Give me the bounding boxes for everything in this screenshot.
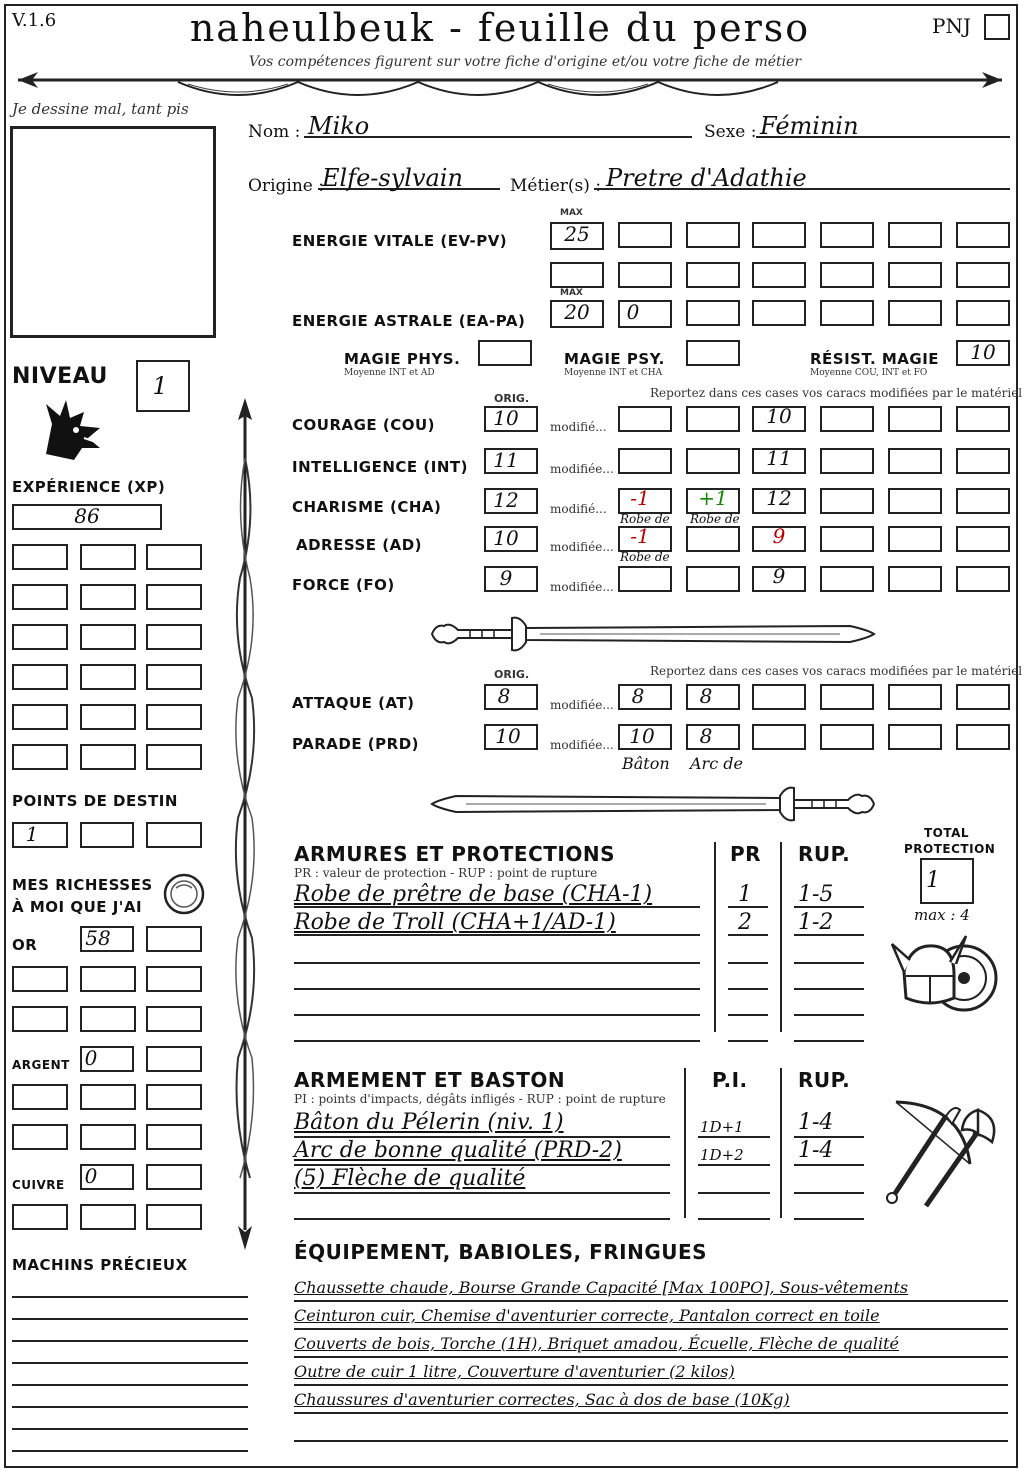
xp-box-2-1[interactable] [12,584,68,610]
equipement-title: ÉQUIPEMENT, BABIOLES, FRINGUES [294,1240,708,1264]
stat-label: COURAGE (COU) [292,416,436,434]
combat-orig-label: ORIG. [494,668,530,681]
parade-mod-value-1: 10 [629,724,655,748]
armure-rup-value: 1-2 [798,910,834,935]
ev-box-1[interactable] [618,222,672,248]
or-box-2[interactable] [146,926,202,952]
armure-pr-line[interactable] [728,1014,768,1016]
stat-mod-value-3: 12 [766,486,792,510]
armure-name-line[interactable] [294,988,700,990]
arme-rup-line[interactable] [794,1192,864,1194]
stat-modif-label: modifié... [550,502,607,516]
ea-max-value: 20 [564,300,590,324]
niveau-label: NIVEAU [12,364,108,389]
ev-box-row2-6[interactable] [888,262,942,288]
armure-rup-line[interactable] [794,1014,864,1016]
stat-mod-box-5[interactable] [888,406,942,432]
parade-label: PARADE (PRD) [292,735,420,753]
magie-phys-sub: Moyenne INT et AD [344,368,435,378]
sheet-title: naheulbeuk - feuille du perso [189,6,811,50]
armure-name-line[interactable] [294,962,700,964]
pnj-checkbox[interactable] [984,14,1010,40]
parade-extra-box-2[interactable] [820,724,874,750]
parade-orig-value: 10 [495,724,521,748]
machins-line[interactable] [12,1384,248,1386]
resist-magie-sub: Moyenne COU, INT et FO [810,368,928,378]
xp-box-2-3[interactable] [146,584,202,610]
or-value: 58 [85,926,111,950]
arme-rup-line[interactable] [794,1164,864,1166]
cuivre-extra-box-1[interactable] [12,1204,68,1230]
stat-mod-box-5[interactable] [888,566,942,592]
stat-mod-box-5[interactable] [888,448,942,474]
magie-psy-sub: Moyenne INT et CHA [564,368,663,378]
attaque-orig-value: 8 [497,684,511,708]
xp-box-5-1[interactable] [12,704,68,730]
argent-label: ARGENT [12,1058,70,1072]
xp-box-3-2[interactable] [80,624,136,650]
total-protection-label-1: TOTAL [924,826,970,840]
max-protection-note: max : 4 [914,906,970,924]
ea-box-5[interactable] [956,300,1010,326]
combat-note-1: Bâton [622,754,670,773]
stat-modif-label: modifiée... [550,462,614,476]
xp-box-5-2[interactable] [80,704,136,730]
ev-box-row2-3[interactable] [686,262,740,288]
equipement-text: Chaussette chaude, Bourse Grande Capacité [Max 100PO], Sous-vêtements [294,1278,909,1297]
or-extra-box-2-2[interactable] [80,1006,136,1032]
arme-pi-value: 1D+1 [700,1118,744,1136]
armures-col-divider-1 [714,842,716,1032]
ev-box-6[interactable] [956,222,1010,248]
attaque-label: ATTAQUE (AT) [292,694,415,712]
niveau-value: 1 [152,372,168,400]
xp-box-1-3[interactable] [146,544,202,570]
sheet-subtitle: Vos compétences figurent sur votre fiche d'origine et/ou votre fiche de métier [248,54,802,70]
parade-extra-box-4[interactable] [956,724,1010,750]
attaque-modif-label: modifiée... [550,698,614,712]
stat-mod-box-4[interactable] [820,406,874,432]
ea-current-value: 0 [626,300,640,324]
arme-name: Arc de bonne qualité (PRD-2) [294,1138,622,1163]
stat-mod-box-2[interactable] [686,526,740,552]
stat-mod-box-2[interactable] [686,566,740,592]
machins-label: MACHINS PRÉCIEUX [12,1256,188,1274]
parade-modif-label: modifiée... [550,738,614,752]
argent-extra-box-2-1[interactable] [12,1124,68,1150]
cuivre-label: CUIVRE [12,1178,65,1192]
ea-label: ENERGIE ASTRALE (EA-PA) [292,312,526,330]
xp-box-2-2[interactable] [80,584,136,610]
armure-pr-line[interactable] [728,1040,768,1042]
armures-pr-header: PR [730,842,762,866]
ev-box-2[interactable] [686,222,740,248]
stat-mod-box-4[interactable] [820,526,874,552]
magie-psy-box[interactable] [686,340,740,366]
xp-box-1-1[interactable] [12,544,68,570]
ea-box-1[interactable] [686,300,740,326]
stat-mod-value-3: 11 [766,446,792,470]
stats-report-note: Reportez dans ces cases vos caracs modifiées par le matériel [650,386,1023,400]
attaque-extra-box-3[interactable] [888,684,942,710]
sexe-label: Sexe : [704,122,757,142]
xp-box-5-3[interactable] [146,704,202,730]
xp-box-6-2[interactable] [80,744,136,770]
armement-sub: PI : points d'impacts, dégâts infligés - RUP : point de rupture [294,1092,666,1106]
parade-extra-box-1[interactable] [752,724,806,750]
stat-mod-value-3: 9 [772,524,786,548]
magie-phys-box[interactable] [478,340,532,366]
machins-line[interactable] [12,1428,248,1430]
ev-box-row2-5[interactable] [820,262,874,288]
stat-orig-value: 12 [493,488,519,512]
argent-extra-box-2-2[interactable] [80,1124,136,1150]
stat-label: CHARISME (CHA) [292,498,442,516]
arme-rup-value: 1-4 [798,1138,834,1163]
cuivre-box-2[interactable] [146,1164,202,1190]
armement-title: ARMEMENT ET BASTON [294,1068,566,1092]
cuivre-extra-box-2[interactable] [80,1204,136,1230]
stat-modif-label: modifié... [550,420,607,434]
xp-box-3-3[interactable] [146,624,202,650]
or-label: OR [12,936,38,954]
richesses-label-2: À MOI QUE J'AI [12,898,143,916]
armures-title: ARMURES ET PROTECTIONS [294,842,615,866]
arme-pi-line[interactable] [698,1164,770,1166]
stat-mod-box-6[interactable] [956,448,1010,474]
or-extra-box-2-1[interactable] [12,1006,68,1032]
equipement-text: Couverts de bois, Torche (1H), Briquet amadou, Écuelle, Flèche de qualité [294,1334,900,1353]
argent-extra-box-1-2[interactable] [80,1084,136,1110]
combat-report-note: Reportez dans ces cases vos caracs modifiées par le matériel [650,664,1023,678]
arme-name-line[interactable] [294,1218,670,1220]
ev-max-label: MAX [560,208,583,218]
equipement-text: Ceinturon cuir, Chemise d'aventurier correcte, Pantalon correct en toile [294,1306,880,1325]
destin-value: 1 [25,822,39,846]
ev-box-5[interactable] [888,222,942,248]
stat-mod-box-1[interactable] [618,566,672,592]
stat-modif-label: modifiée... [550,540,614,554]
stat-mod-value-1: -1 [630,524,650,548]
sword-ornament-top [430,612,876,658]
equipement-line[interactable] [294,1384,1008,1386]
cuivre-value: 0 [84,1164,98,1188]
stat-mod-box-2[interactable] [686,448,740,474]
argent-extra-box-1-3[interactable] [146,1084,202,1110]
or-extra-box-1-1[interactable] [12,966,68,992]
xp-label: EXPÉRIENCE (XP) [12,478,166,496]
armure-pr-value: 2 [738,910,752,935]
armure-pr-line[interactable] [728,988,768,990]
ev-box-row2-2[interactable] [618,262,672,288]
stat-mod-box-4[interactable] [820,566,874,592]
ev-label: ENERGIE VITALE (EV-PV) [292,232,508,250]
metier-label: Métier(s) : [510,176,602,196]
stat-orig-value: 9 [499,566,513,590]
stat-label: INTELLIGENCE (INT) [292,458,468,476]
ev-box-row2-4[interactable] [752,262,806,288]
armure-pr-line[interactable] [728,962,768,964]
armure-rup-line[interactable] [794,962,864,964]
xp-box-4-2[interactable] [80,664,136,690]
xp-box-1-2[interactable] [80,544,136,570]
total-protection-label-2: PROTECTION [904,842,996,856]
ev-box-row2-1[interactable] [550,262,604,288]
xp-box-4-1[interactable] [12,664,68,690]
armement-rup-header: RUP. [798,1068,851,1092]
pnj-label: PNJ [932,14,971,38]
ev-max-value: 25 [564,222,590,246]
arme-pi-line[interactable] [698,1218,770,1220]
stat-modif-label: modifiée... [550,580,614,594]
magie-phys-label: MAGIE PHYS. [344,350,461,368]
sword-ornament-bottom [430,782,876,828]
armure-name-line[interactable] [294,1040,700,1042]
armure-rup-line[interactable] [794,1040,864,1042]
origine-label: Origine : [248,176,324,196]
arme-pi-line[interactable] [698,1136,770,1138]
stat-mod-box-6[interactable] [956,566,1010,592]
argent-box-2[interactable] [146,1046,202,1072]
stat-orig-value: 10 [493,406,519,430]
equipement-text: Outre de cuir 1 litre, Couverture d'aventurier (2 kilos) [294,1362,735,1381]
arme-name-line[interactable] [294,1192,670,1194]
xp-box-6-3[interactable] [146,744,202,770]
xp-value: 86 [74,504,100,528]
stat-mod-box-5[interactable] [888,488,942,514]
arme-rup-value: 1-4 [798,1110,834,1135]
destin-label: POINTS DE DESTIN [12,792,178,810]
xp-box-6-1[interactable] [12,744,68,770]
stat-mod-box-1[interactable] [618,448,672,474]
or-extra-box-1-2[interactable] [80,966,136,992]
attaque-extra-box-4[interactable] [956,684,1010,710]
equipement-text: Chaussures d'aventurier correctes, Sac à dos de base (10Kg) [294,1390,790,1409]
parade-extra-box-3[interactable] [888,724,942,750]
ev-box-4[interactable] [820,222,874,248]
xp-box-4-3[interactable] [146,664,202,690]
stat-mod-box-4[interactable] [820,448,874,474]
arme-name: Bâton du Pélerin (niv. 1) [294,1110,564,1135]
stat-mod-value-3: 9 [772,564,786,588]
portrait-box[interactable] [10,126,216,338]
attaque-extra-box-1[interactable] [752,684,806,710]
portrait-caption: Je dessine mal, tant pis [12,100,189,118]
resist-magie-label: RÉSIST. MAGIE [810,350,940,368]
sexe-value[interactable]: Féminin [760,112,859,140]
stat-orig-value: 10 [493,526,519,550]
attaque-extra-box-2[interactable] [820,684,874,710]
armure-name: Robe de prêtre de base (CHA-1) [294,882,653,907]
equipement-line[interactable] [294,1440,1008,1442]
attaque-mod-value-2: 8 [699,684,713,708]
combat-note-2: Arc de [690,754,743,773]
nom-value[interactable]: Miko [308,112,370,140]
armures-col-divider-2 [780,842,782,1032]
richesses-label-1: MES RICHESSES [12,876,153,894]
or-extra-box-1-3[interactable] [146,966,202,992]
destin-box-3[interactable] [146,822,202,848]
armure-rup-line[interactable] [794,988,864,990]
argent-extra-box-1-1[interactable] [12,1084,68,1110]
helmet-shield-icon [890,928,1000,1028]
destin-box-2[interactable] [80,822,134,848]
stat-mod-box-6[interactable] [956,406,1010,432]
spear-ornament [228,398,262,1250]
armure-name: Robe de Troll (CHA+1/AD-1) [294,910,616,935]
armures-sub: PR : valeur de protection - RUP : point de rupture [294,866,598,880]
ea-box-4[interactable] [888,300,942,326]
arme-pi-value: 1D+2 [700,1146,744,1164]
armement-col-divider-1 [684,1068,686,1218]
xp-box-3-1[interactable] [12,624,68,650]
metier-value[interactable]: Pretre d'Adathie [606,164,807,192]
cuivre-extra-box-3[interactable] [146,1204,202,1230]
total-protection-value: 1 [926,868,940,893]
armure-rup-value: 1-5 [798,882,834,907]
machins-line[interactable] [12,1450,248,1452]
stat-mod-value-2: +1 [698,486,728,510]
stat-mod-value-1: -1 [630,486,650,510]
armement-pi-header: P.I. [712,1068,748,1092]
armure-pr-value: 1 [738,882,752,907]
ea-box-2[interactable] [752,300,806,326]
argent-value: 0 [84,1046,98,1070]
stat-mod-box-4[interactable] [820,488,874,514]
stat-label: FORCE (FO) [292,576,395,594]
coin-icon [162,872,206,916]
attaque-mod-value-1: 8 [631,684,645,708]
ev-box-3[interactable] [752,222,806,248]
dragon-head-icon [38,394,108,464]
stat-mod-value-3: 10 [766,404,792,428]
stat-mod-note-2: Robe de [690,512,740,526]
arme-name: (5) Flèche de qualité [294,1166,526,1191]
machins-line[interactable] [12,1296,248,1298]
stats-orig-label: ORIG. [494,392,530,405]
ev-box-row2-7[interactable] [956,262,1010,288]
argent-extra-box-2-3[interactable] [146,1124,202,1150]
machins-line[interactable] [12,1318,248,1320]
machins-line[interactable] [12,1362,248,1364]
stat-mod-note-1: Robe de [620,512,670,526]
ea-box-3[interactable] [820,300,874,326]
arme-pi-line[interactable] [698,1192,770,1194]
stat-orig-value: 11 [493,448,519,472]
nom-label: Nom : [248,122,301,142]
stat-mod-box-5[interactable] [888,526,942,552]
machins-line[interactable] [12,1340,248,1342]
crossed-weapons-icon [882,1094,1002,1212]
or-extra-box-2-3[interactable] [146,1006,202,1032]
stat-mod-note-1: Robe de [620,550,670,564]
origine-value[interactable]: Elfe-sylvain [322,164,463,192]
armure-name-line[interactable] [294,1014,700,1016]
stat-mod-box-6[interactable] [956,488,1010,514]
arme-rup-line[interactable] [794,1218,864,1220]
equipement-line[interactable] [294,1412,1008,1414]
magie-psy-label: MAGIE PSY. [564,350,665,368]
stat-label: ADRESSE (AD) [296,536,423,554]
stat-mod-box-6[interactable] [956,526,1010,552]
equipement-line[interactable] [294,1300,1008,1302]
machins-line[interactable] [12,1406,248,1408]
ea-max-label: MAX [560,288,583,298]
armement-col-divider-2 [780,1068,782,1218]
stat-mod-box-2[interactable] [686,406,740,432]
armures-rup-header: RUP. [798,842,851,866]
version-label: V.1.6 [12,10,57,31]
equipement-line[interactable] [294,1328,1008,1330]
resist-magie-value: 10 [970,340,996,364]
equipement-line[interactable] [294,1356,1008,1358]
stat-mod-box-1[interactable] [618,406,672,432]
parade-mod-value-2: 8 [699,724,713,748]
